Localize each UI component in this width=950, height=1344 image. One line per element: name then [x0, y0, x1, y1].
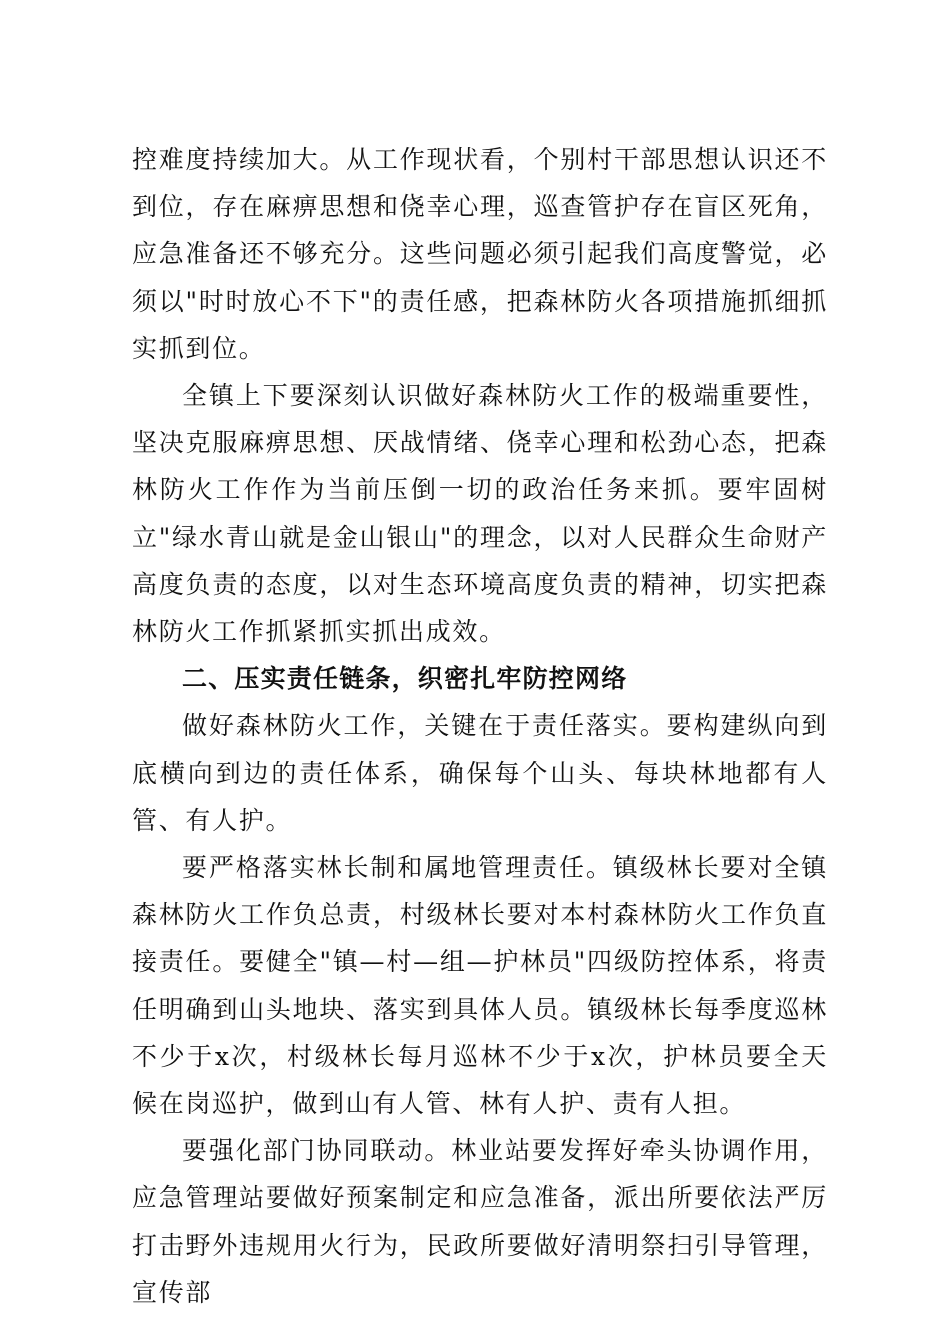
section-heading: 二、压实责任链条，织密扎牢防控网络 — [182, 664, 628, 694]
paragraph-coordination: 要强化部门协同联动。林业站要发挥好牵头协调作用，应急管理站要做好预案制定和应急准备，派出所要依法严厉打击野外违规用火行为，民政所要做好清明祭扫引导管理，宣传部 — [132, 1136, 828, 1307]
paragraph-importance: 全镇上下要深刻认识做好森林防火工作的极端重要性，坚决克服麻痹思想、厌战情绪、侥幸心理和松劲心态，把森林防火工作作为当前压倒一切的政治任务来抓。要牢固树立"绿水青山就是金山银山"的理念，以对人民群众生命财产高度负责的态度，以对生态环境高度负责的精神，切实把森林防火工作抓紧抓实抓出成效。 — [132, 381, 828, 647]
paragraph-responsibility: 做好森林防火工作，关键在于责任落实。要构建纵向到底横向到边的责任体系，确保每个山头、每块林地都有人管、有人护。 — [132, 711, 828, 835]
paragraph-forest-chief: 要严格落实林长制和属地管理责任。镇级林长要对全镇森林防火工作负总责，村级林长要对本村森林防火工作负直接责任。要健全"镇—村—组—护林员"四级防控体系，将责任明确到山头地块、落实到具体人员。镇级林长每季度巡林不少于x次，村级林长每月巡林不少于x次，护林员要全天候在岗巡护，做到山有人管、林有人护、责有人担。 — [132, 853, 828, 1119]
document-body — [132, 136, 828, 1316]
paragraph-continuation: 控难度持续加大。从工作现状看，个别村干部思想认识还不到位，存在麻痹思想和侥幸心理，巡查管护存在盲区死角，应急准备还不够充分。这些问题必须引起我们高度警觉，必须以"时时放心不下"的责任感，把森林防火各项措施抓细抓实抓到位。 — [132, 145, 828, 363]
